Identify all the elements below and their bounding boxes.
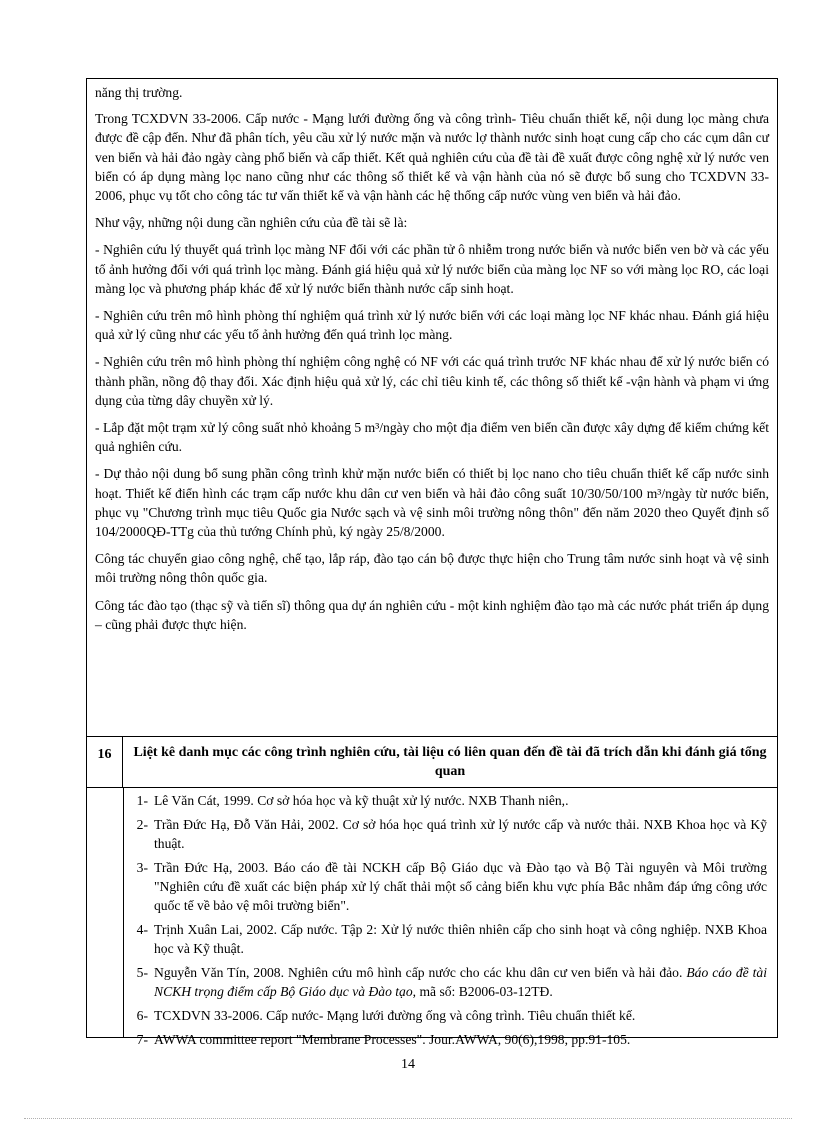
paragraph: - Lắp đặt một trạm xử lý công suất nhỏ khoảng 5 m³/ngày cho một địa điểm ven biển cần được xây dựng để kiểm chứng kết quả nghiên cứu. (95, 420, 769, 455)
reference-text: Lê Văn Cát, 1999. Cơ sở hóa học và kỹ thuật xử lý nước. NXB Thanh niên,. (154, 793, 569, 808)
reference-list (124, 791, 767, 1049)
section-number: 16 (87, 737, 123, 787)
reference-item (124, 1030, 767, 1049)
section-header-row (87, 737, 777, 788)
reference-item (124, 920, 767, 958)
reference-text-group (154, 963, 767, 1001)
research-content-cell (87, 79, 777, 737)
paragraph: - Nghiên cứu lý thuyết quá trình lọc màng NF đối với các phần tử ô nhiễm trong nước biển và nước biển ven bờ và các yếu tố ảnh hưởng đối với quá trình lọc màng. Đánh giá hiệu quả xử lý nước biển của màng lọc NF so với màng lọc RO, các loại màng lọc và phương pháp khác để xử lý nước biển thành nước cấp sinh hoạt. (95, 242, 769, 296)
reference-text: Trần Đức Hạ, 2003. Báo cáo đề tài NCKH cấp Bộ Giáo dục và Đào tạo và Bộ Tài nguyên và Môi trường "Nghiên cứu đề xuất các biện pháp xử lý chất thải một số cảng biển khu vực phía Bắc nhằm đáp ứng công ước quốc tế về bảo vệ môi trường biển". (154, 860, 767, 913)
reference-number: 4- (136, 922, 148, 937)
paragraph: Như vậy, những nội dung cần nghiên cứu của đề tài sẽ là: (95, 215, 408, 231)
paragraph: - Dự thảo nội dung bổ sung phần công trình khử mặn nước biển có thiết bị lọc nano cho tiêu chuẩn thiết kế cấp nước sinh hoạt. Thiết kế điển hình các trạm cấp nước khu dân cư ven biển và hải đảo công suất 10/30/50/100 m³/ngày từ nước biển, phục vụ "Chương trình mục tiêu Quốc gia Nước sạch và vệ sinh môi trường nông thôn" đến năm 2020 theo Quyết định số 104/2000QĐ-TTg của thủ tướng Chính phủ, ký ngày 25/8/2000. (95, 466, 769, 540)
reference-number: 6- (136, 1008, 148, 1023)
reference-number: 7- (136, 1032, 148, 1047)
reference-italic-title: Báo cáo đề tài NCKH trọng điểm cấp Bộ Giáo dục và Đào tạo (154, 965, 767, 999)
page-footer-rule (24, 1118, 792, 1119)
reference-text: Trịnh Xuân Lai, 2002. Cấp nước. Tập 2: Xử lý nước thiên nhiên cấp cho sinh hoạt và công nghiệp. NXB Khoa học và Kỹ thuật. (154, 922, 767, 956)
reference-text: TCXDVN 33-2006. Cấp nước- Mạng lưới đường ống và công trình. Tiêu chuẩn thiết kế. (154, 1008, 636, 1023)
reference-number: 1- (136, 793, 148, 808)
reference-number: 5- (136, 965, 148, 980)
reference-item (124, 1006, 767, 1025)
paragraph: Công tác chuyển giao công nghệ, chế tạo, lắp ráp, đào tạo cán bộ được thực hiện cho Trung tâm nước sinh hoạt và vệ sinh môi trường nông thôn quốc gia. (95, 551, 769, 586)
reference-item (124, 963, 767, 1001)
page-number: 14 (401, 1057, 415, 1072)
reference-number: 2- (136, 817, 148, 832)
reference-list-cell (123, 787, 777, 1047)
paragraph: năng thị trường. (95, 85, 183, 100)
section-title: Liệt kê danh mục các công trình nghiên cứu, tài liệu có liên quan đến đề tài đã trích dẫn khi đánh giá tổng quan (133, 745, 767, 779)
reference-item (124, 815, 767, 853)
reference-number: 3- (136, 860, 148, 875)
reference-text: AWWA committee report "Membrane Processes". Jour.AWWA, 90(6),1998, pp.91-105. (154, 1032, 631, 1047)
reference-text-tail: , mã số: B2006-03-12TĐ. (412, 984, 553, 999)
paragraph: - Nghiên cứu trên mô hình phòng thí nghiệm quá trình xử lý nước biển với các loại màng lọc NF khác nhau. Đánh giá hiệu quả xử lý cũng như các yếu tố ảnh hưởng đến quá trình lọc màng. (95, 308, 769, 343)
document-table (86, 78, 778, 1047)
paragraph: Công tác đào tạo (thạc sỹ và tiến sĩ) thông qua dự án nghiên cứu - một kinh nghiệm đào tạo mà các nước phát triển áp dụng – cũng phải được thực hiện. (95, 597, 769, 632)
paragraph: - Nghiên cứu trên mô hình phòng thí nghiệm công nghệ có NF với các quá trình trước NF khác nhau để xử lý nước biển có thành phần, nồng độ thay đổi. Xác định hiệu quả xử lý, các chỉ tiêu kinh tế, các thông số thiết kế -vận hành và phạm vi ứng dụng của từng dây chuyền xử lý. (95, 354, 769, 408)
reference-item (124, 791, 767, 810)
reference-item (124, 858, 767, 915)
paragraph: Trong TCXDVN 33-2006. Cấp nước - Mạng lưới đường ống và công trình- Tiêu chuẩn thiết kế, nội dung lọc màng chưa được đề cập đến. Như đã phân tích, yêu cầu xử lý nước mặn và nước lợ thành nước sinh hoạt cung cấp cho các cụm dân cư ven biển và hải đảo ngày càng phổ biến và cấp thiết. Kết quả nghiên cứu của đề tài đề xuất được công nghệ xử lý nước ven biển có áp dụng màng lọc nano cũng như các thông số thiết kế và vận hành của nó sẽ được bổ sung cho TCXDVN 33-2006, phục vụ tốt cho công tác tư vấn thiết kế và vận hành các hệ thống cấp nước vùng ven biển và hải đảo. (95, 111, 769, 204)
reference-text: Trần Đức Hạ, Đỗ Văn Hải, 2002. Cơ sở hóa học quá trình xử lý nước cấp và nước thải. NXB Khoa học và Kỹ thuật. (154, 817, 767, 851)
reference-text: Nguyễn Văn Tín, 2008. Nghiên cứu mô hình cấp nước cho các khu dân cư ven biển và hải đảo. (154, 965, 687, 980)
